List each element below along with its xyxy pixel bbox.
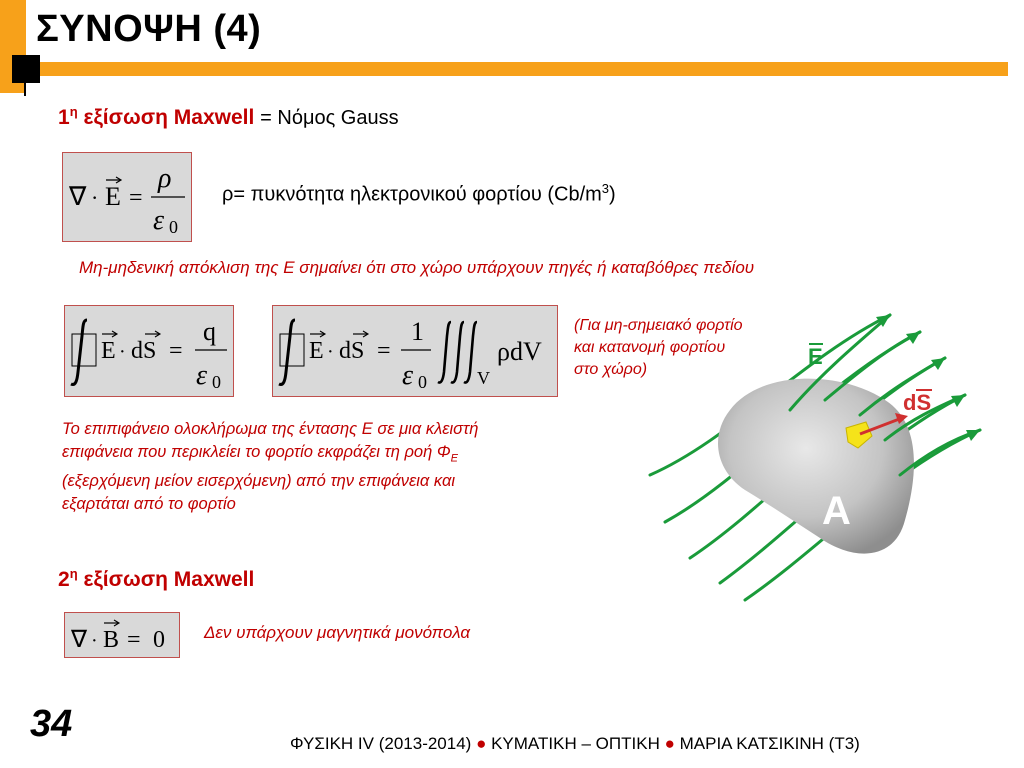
gauss-surface-figure bbox=[620, 300, 1020, 620]
equation-volume-integral bbox=[273, 306, 557, 396]
slide-number: 34 bbox=[30, 703, 73, 745]
equation-box-divergence-b bbox=[64, 612, 180, 658]
section1-equals-text: = Νόμος Gauss bbox=[260, 107, 399, 129]
page-title: ΣΥΝΟΨΗ (4) bbox=[36, 8, 262, 50]
section2-ordinal: 2 bbox=[58, 568, 70, 591]
dot-symbol: · bbox=[327, 341, 334, 363]
closed-surface-box bbox=[72, 334, 96, 366]
equals-sign: = bbox=[169, 338, 183, 364]
nabla-symbol: ∇ bbox=[71, 627, 88, 653]
surface-note-line: (εξερχόμενη μείον εισερχόμενη) από την επιφάνεια και bbox=[62, 472, 456, 491]
surface-note-line: εξαρτάται από το φορτίο bbox=[62, 495, 236, 514]
divergence-note: Μη-μηδενική απόκλιση της Ε σημαίνει ότι στο χώρο υπάρχουν πηγές ή καταβόθρες πεδίου bbox=[79, 258, 755, 277]
surface-area-label: A bbox=[822, 489, 851, 533]
ds-symbol: dS bbox=[131, 338, 157, 364]
equals-sign: = bbox=[127, 627, 141, 653]
surface-note-line: Το επιπιφάνειο ολοκλήρωμα της έντασης Ε σε μια κλειστή bbox=[62, 420, 479, 438]
section1-ordinal: 1 bbox=[58, 106, 70, 129]
equals-sign: = bbox=[129, 185, 143, 211]
section2-heading bbox=[58, 566, 254, 592]
triple-integral-sign bbox=[438, 322, 477, 383]
equation-divergence-b bbox=[65, 613, 179, 657]
epsilon-subscript: 0 bbox=[212, 372, 221, 392]
epsilon-subscript: 0 bbox=[169, 217, 178, 237]
rho-definition-exponent: 3 bbox=[601, 181, 610, 196]
vector-b: B bbox=[103, 627, 120, 653]
header-accent-horizontal bbox=[26, 62, 1008, 76]
footer-separator: ● bbox=[476, 734, 487, 753]
e-field-label: E bbox=[808, 344, 823, 369]
section1-ordinal-sup: η bbox=[69, 104, 78, 119]
nabla-symbol: ∇ bbox=[69, 182, 87, 211]
rho-definition bbox=[222, 181, 616, 207]
surface-note-line-text: επιφάνεια που περικλείει το φορτίο εκφράζει τη ροή Φ bbox=[62, 443, 451, 461]
equation-box-divergence-e bbox=[62, 152, 192, 242]
rho-definition-text: ρ= πυκνότητα ηλεκτρονικού φορτίου (Cb/m bbox=[222, 183, 602, 206]
epsilon-subscript: 0 bbox=[418, 372, 427, 392]
equation-divergence-e bbox=[63, 153, 191, 241]
zero-value: 0 bbox=[153, 627, 165, 653]
epsilon-symbol: ε bbox=[196, 360, 208, 391]
epsilon-symbol: ε bbox=[153, 205, 165, 236]
dot-symbol: · bbox=[119, 341, 126, 363]
section2-heading-text: εξίσωση Maxwell bbox=[83, 568, 255, 591]
section1-heading bbox=[58, 104, 399, 130]
nonpoint-note-line: στο χώρο) bbox=[574, 361, 648, 378]
section1-heading-text: εξίσωση Maxwell bbox=[83, 106, 255, 129]
monopole-note: Δεν υπάρχουν μαγνητικά μονόπολα bbox=[204, 623, 471, 642]
rho-symbol: ρ bbox=[158, 163, 172, 194]
section2-ordinal-sup: η bbox=[69, 566, 78, 581]
footer-course: ΦΥΣΙΚΗ IV (2013-2014) bbox=[290, 734, 472, 753]
epsilon-symbol: ε bbox=[402, 360, 414, 391]
equation-box-gauss-integral bbox=[64, 305, 234, 397]
vector-e: E bbox=[101, 338, 116, 364]
footer-separator: ● bbox=[664, 734, 675, 753]
surface-integral-sign bbox=[71, 320, 87, 385]
footer-text bbox=[290, 734, 860, 754]
equals-sign: = bbox=[377, 338, 391, 364]
nonpoint-note-line: (Για μη-σημειακό φορτίο bbox=[574, 317, 743, 334]
vector-e: E bbox=[309, 338, 324, 364]
surface-integral-sign bbox=[279, 320, 295, 385]
header-square-marker bbox=[12, 55, 40, 83]
surface-note-line bbox=[62, 441, 478, 470]
nonpoint-note-line: και κατανομή φορτίου bbox=[574, 339, 726, 356]
surface-integral-note bbox=[62, 418, 478, 516]
header-accent-line bbox=[24, 76, 26, 96]
closed-surface-box bbox=[280, 334, 304, 366]
ds-label: dS bbox=[903, 390, 932, 415]
gaussian-surface-blob bbox=[718, 379, 914, 554]
rho-definition-close: ) bbox=[609, 183, 616, 206]
numerator-one: 1 bbox=[411, 317, 424, 346]
vector-e: E bbox=[105, 182, 121, 211]
equation-box-volume-integral bbox=[272, 305, 558, 397]
footer-topic: ΚΥΜΑΤΙΚΗ – ΟΠΤΙΚΗ bbox=[491, 734, 660, 753]
charge-q: q bbox=[203, 317, 216, 346]
footer-author: ΜΑΡΙΑ ΚΑΤΣΙΚΙΝΗ (Τ3) bbox=[679, 734, 860, 753]
rho-dv: ρdV bbox=[497, 337, 542, 366]
dot-symbol: · bbox=[91, 630, 98, 652]
ds-symbol: dS bbox=[339, 338, 365, 364]
equation-gauss-integral bbox=[65, 306, 233, 396]
dot-symbol: · bbox=[91, 185, 99, 210]
volume-subscript: V bbox=[477, 368, 490, 388]
flux-subscript: Ε bbox=[450, 452, 458, 465]
